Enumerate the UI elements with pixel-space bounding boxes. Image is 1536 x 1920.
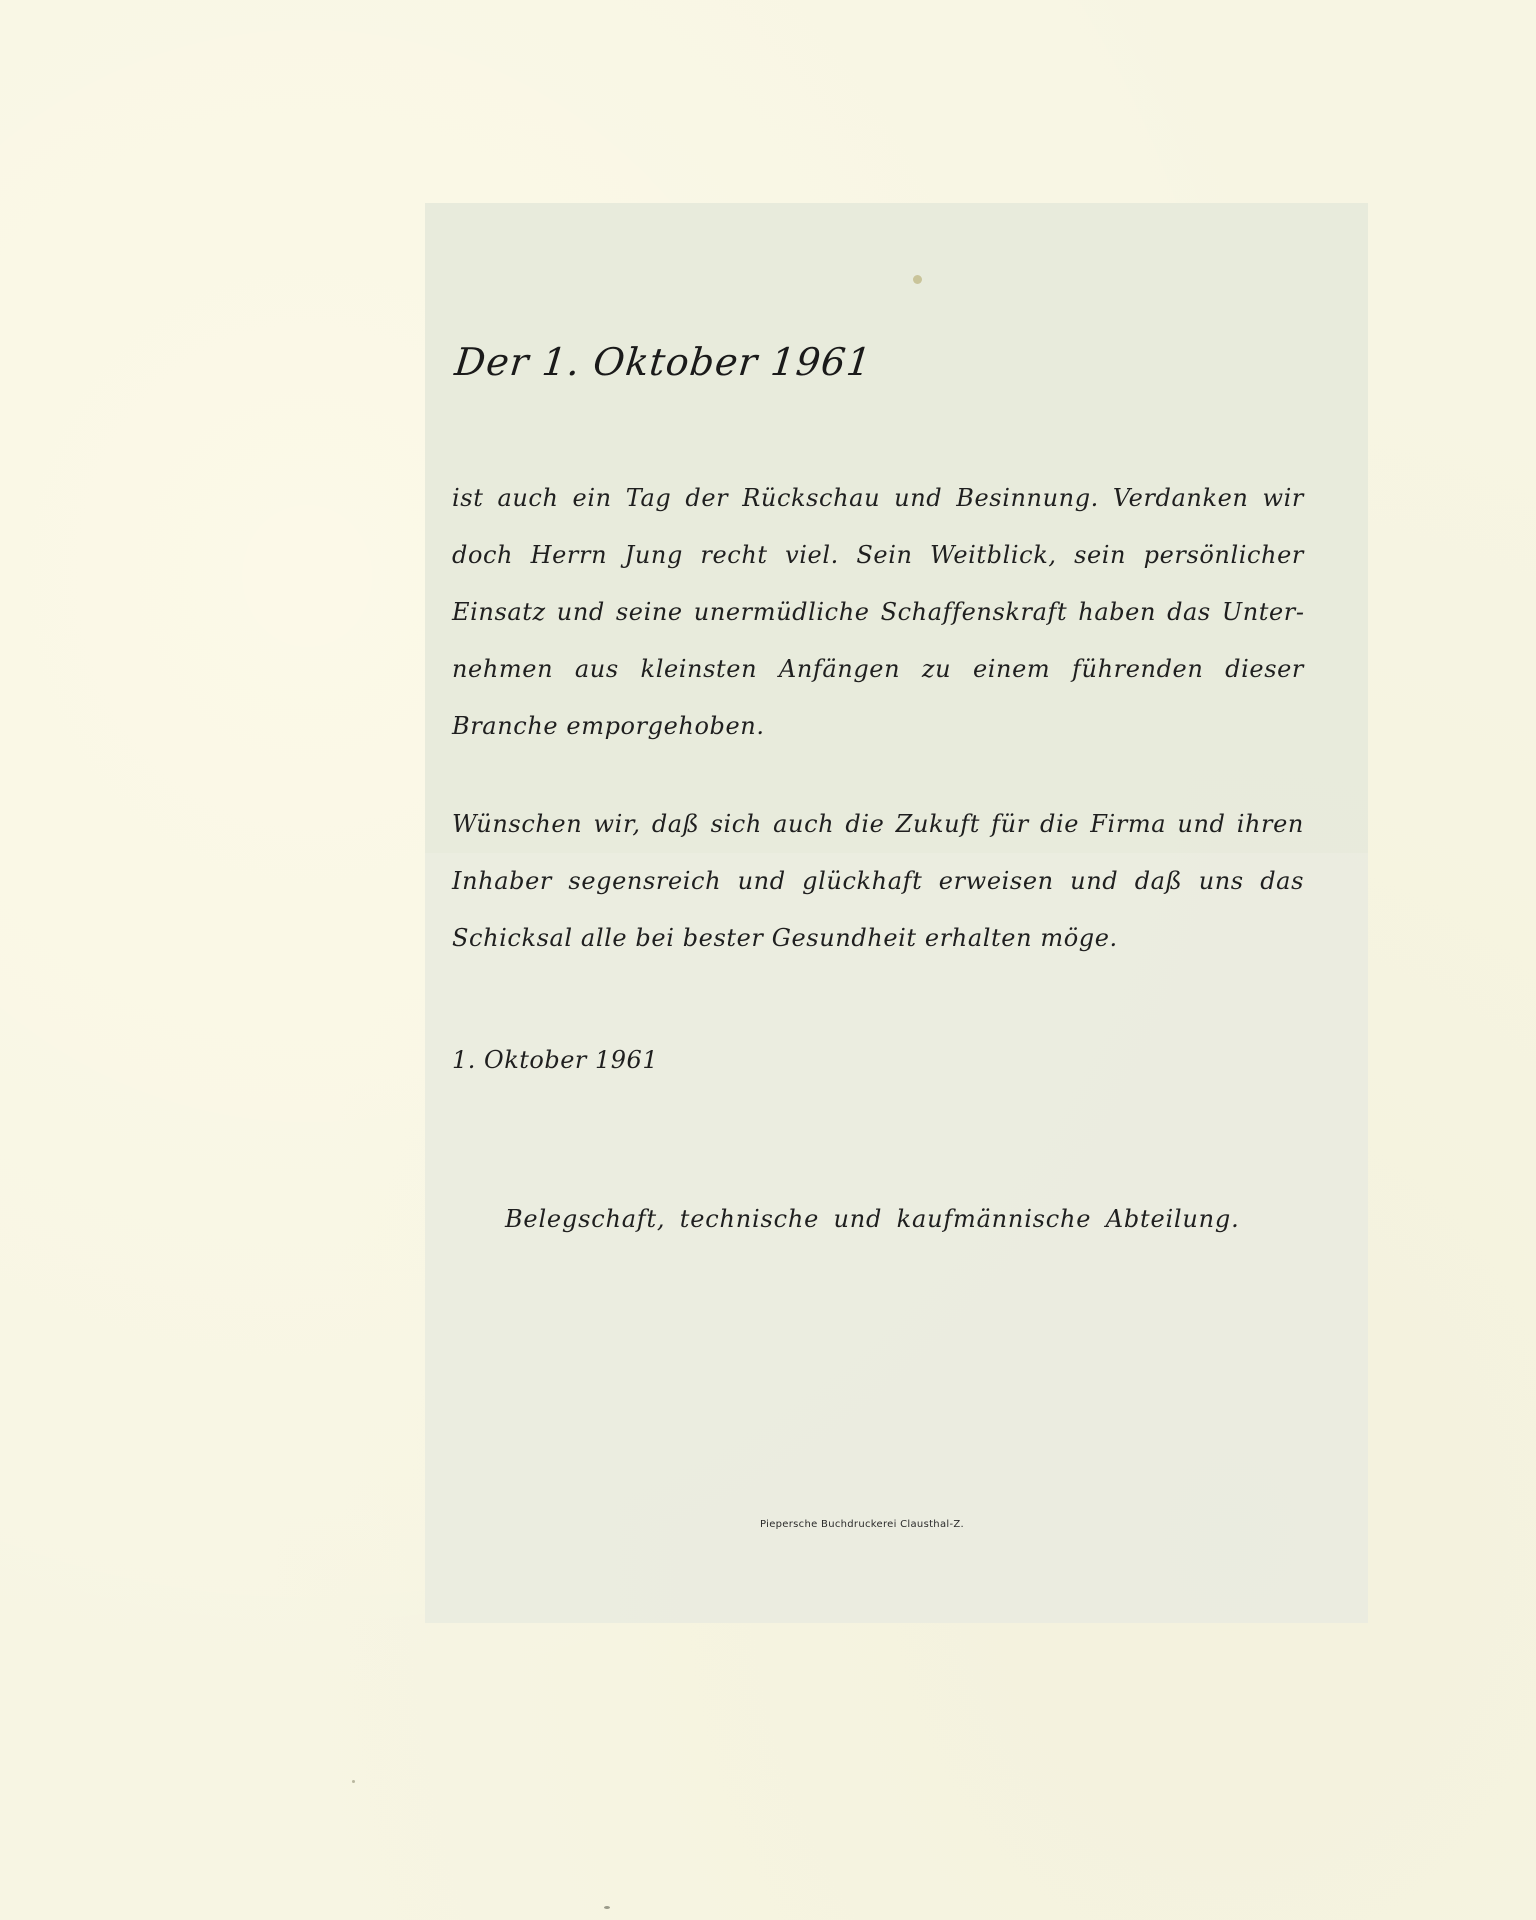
paper-speck [352, 1780, 355, 1783]
paper-speck [913, 275, 922, 284]
printer-imprint: Piepersche Buchdruckerei Clausthal-Z. [760, 1519, 964, 1530]
date-line: 1. Oktober 1961 [452, 1046, 659, 1074]
paper-speck [604, 1906, 610, 1909]
paragraph-wishes: Wünschen wir, daß sich auch die Zukuft für die Firma und ihren Inhaber segensreich und glückhaft erweisen und daß uns das Schicksal alle bei bester Gesundheit erhalten möge. [452, 810, 1304, 952]
paragraph-reflection: ist auch ein Tag der Rückschau und Besinnung. Verdanken wir doch Herrn Jung recht viel. Sein Weitblick, sein persönlicher Einsatz und seine unermüdliche Schaffenskraft haben das Unternehmen aus kleinsten Anfängen zu einem führenden dieser Branche emporgehoben. [452, 484, 1304, 740]
page-heading: Der 1. Oktober 1961 [452, 340, 874, 384]
signature-line: Belegschaft, technische und kaufmännische Abteilung. [505, 1205, 1240, 1233]
